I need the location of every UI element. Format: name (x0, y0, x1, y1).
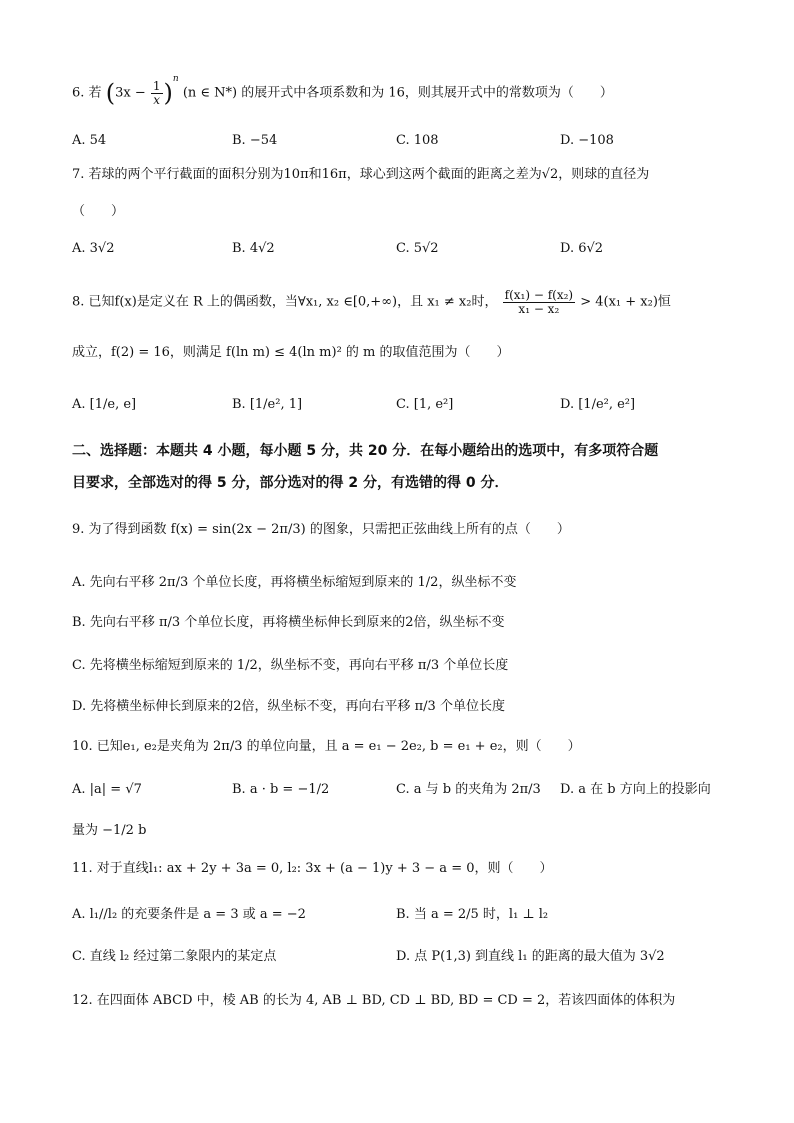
q7-stem: 7. 若球的两个平行截面的面积分别为10π和16π，球心到这两个截面的距离之差为√2，则球的直径为 (72, 167, 650, 182)
q6-option-d: D. −108 (560, 133, 614, 148)
q11-option-b: B. 当 a = 2/5 时，l₁ ⊥ l₂ (396, 907, 549, 922)
q6-pre: 若 (88, 85, 102, 101)
q8-stem: 8. 已知f(x)是定义在 R 上的偶函数，当∀x₁, x₂ ∈[0,+∞)，且 x₁ ≠ x₂时， $\frac{\text{f(x₁) − f(x₂)}}{\text{x₁ − x₂}}$ > 4(x₁ + x₂)恒 (72, 288, 671, 316)
q6-expr-a: 3x − (115, 85, 146, 101)
section-2-heading-cont: 目要求，全部选对的得 5 分，部分选对的得 2 分，有选错的得 0 分． (72, 475, 509, 491)
q10-option-d-cont: 量为 −1/2 b (72, 823, 147, 838)
q11-option-d: D. 点 P(1,3) 到直线 l₁ 的距离的最大值为 3√2 (396, 949, 665, 964)
q7-option-c: C. 5√2 (396, 241, 439, 256)
q10-option-c: C. a 与 b 的夹角为 2π/3 (396, 782, 541, 797)
q11-stem: 11. 对于直线l₁: ax + 2y + 3a = 0, l₂: 3x + (a − 1)y + 3 − a = 0，则（ ） (72, 861, 553, 876)
q10-option-d: D. a 在 b 方向上的投影向 (560, 782, 711, 797)
q7-option-a: A. 3√2 (72, 241, 115, 256)
q6-option-b: B. −54 (232, 133, 278, 148)
q10-option-b: B. a · b = −1/2 (232, 782, 330, 797)
q7-sqrt: √2 (541, 167, 559, 182)
q10-stem: 10. 已知e₁, e₂是夹角为 2π/3 的单位向量，且 a = e₁ − 2e₂, b = e₁ + e₂，则（ ） (72, 739, 581, 754)
q9-stem: 9. 为了得到函数 f(x) = sin(2x − 2π/3) 的图象，只需把正弦曲线上所有的点（ ） (72, 522, 570, 537)
q11-option-a: A. l₁//l₂ 的充要条件是 a = 3 或 a = −2 (72, 907, 306, 922)
q8-option-d: D. [1/e², e²] (560, 397, 636, 412)
q9-option-c: C. 先将横坐标缩短到原来的 1/2，纵坐标不变，再向右平移 π/3 个单位长度 (72, 658, 509, 673)
q6-number: 6. (72, 85, 85, 101)
q7-stem-cont: （ ） (72, 204, 125, 219)
q7-option-b: B. 4√2 (232, 241, 275, 256)
q11-option-c: C. 直线 l₂ 经过第二象限内的某定点 (72, 949, 277, 964)
q6-stem: 6. 若 (3x − $\frac{1}{x}$ )$^n$ (n ∈ N*) 的展开式中各项系数和为 16，则其展开式中的常数项为（ ） (72, 74, 613, 108)
q8-frac: $\frac{\text{f(x₁) − f(x₂)}}{\text{x₁ − x₂}}$ (504, 288, 574, 316)
section-2-heading: 二、选择题：本题共 4 小题，每小题 5 分，共 20 分．在每小题给出的选项中，有多项符合题 (72, 443, 659, 459)
q6-post: 的展开式中各项系数和为 16，则其展开式中的常数项为（ ） (241, 85, 613, 101)
q9-option-b: B. 先向右平移 π/3 个单位长度，再将横坐标伸长到原来的2倍，纵坐标不变 (72, 615, 505, 630)
q6-cond: (n ∈ N*) (182, 85, 238, 101)
q8-option-c: C. [1, e²] (396, 397, 454, 412)
q8-stem-cont: 成立，f(2) = 16，则满足 f(ln m) ≤ 4(ln m)² 的 m 的取值范围为（ ） (72, 345, 510, 360)
q6-option-c: C. 108 (396, 133, 439, 148)
q7-option-d: D. 6√2 (560, 241, 604, 256)
q9-option-d: D. 先将横坐标伸长到原来的2倍，纵坐标不变，再向右平移 π/3 个单位长度 (72, 699, 505, 714)
q12-stem: 12. 在四面体 ABCD 中，棱 AB 的长为 4, AB ⊥ BD, CD ⊥ BD, BD = CD = 2，若该四面体的体积为 (72, 993, 676, 1008)
q10-option-a: A. |a| = √7 (72, 782, 142, 797)
q8-option-b: B. [1/e², 1] (232, 397, 303, 412)
q6-option-a: A. 54 (72, 133, 107, 148)
q6-frac: $\frac{1}{x}$ (152, 79, 161, 107)
q9-option-a: A. 先向右平移 2π/3 个单位长度，再将横坐标缩短到原来的 1/2，纵坐标不变 (72, 575, 517, 590)
q8-option-a: A. [1/e, e] (72, 397, 137, 412)
